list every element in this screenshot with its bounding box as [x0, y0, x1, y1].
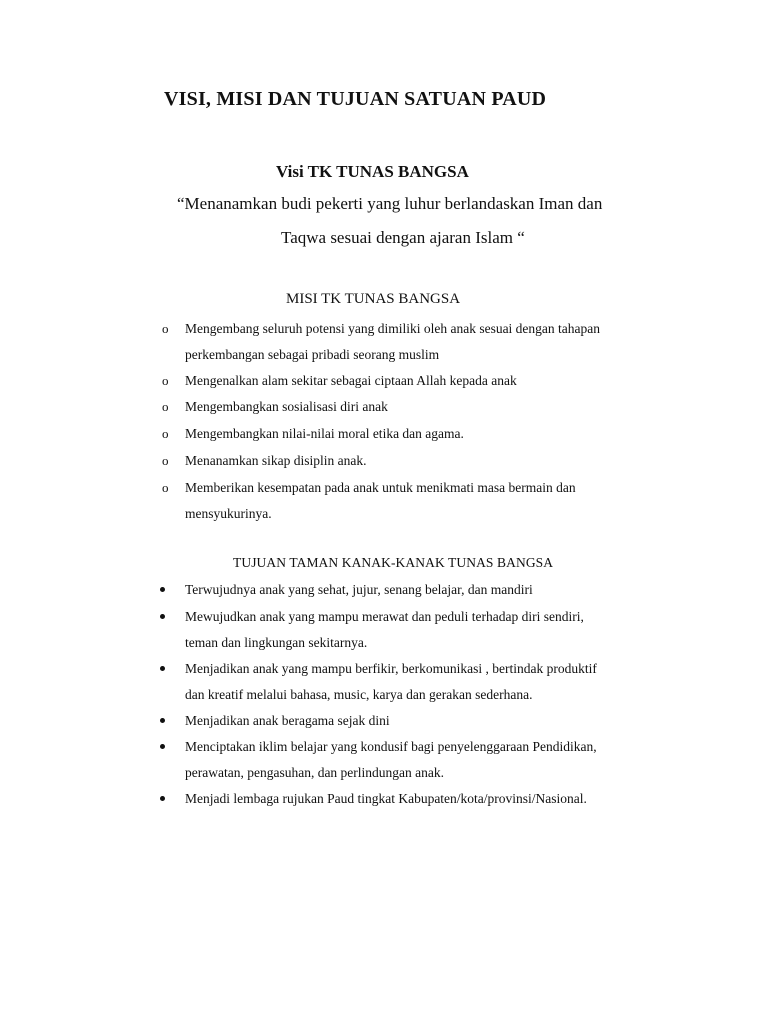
list-item-line: Memberikan kesempatan pada anak untuk menikmati masa bermain dan [185, 480, 576, 495]
list-item-line: Menciptakan iklim belajar yang kondusif bagi penyelenggaraan Pendidikan, [185, 739, 597, 754]
list-item-text [185, 734, 597, 786]
bullet-dot-icon [160, 587, 165, 592]
document-title: VISI, MISI DAN TUJUAN SATUAN PAUD [164, 88, 547, 110]
visi-heading: Visi TK TUNAS BANGSA [276, 162, 469, 181]
list-item-text [185, 368, 517, 394]
list-item-line: Menjadi lembaga rujukan Paud tingkat Kabupaten/kota/provinsi/Nasional. [185, 791, 587, 806]
list-item-text [185, 394, 388, 420]
circle-bullet-icon: o [162, 453, 169, 468]
bullet-dot-icon [160, 614, 165, 619]
list-item-text [185, 656, 597, 708]
list-item-line: Menjadikan anak yang mampu berfikir, berkomunikasi , bertindak produktif [185, 661, 597, 676]
list-item-line: dan kreatif melalui bahasa, music, karya dan gerakan sederhana. [185, 687, 533, 702]
visi-statement-line-1: “Menanamkan budi pekerti yang luhur berlandaskan Iman dan [177, 194, 603, 213]
circle-bullet-icon: o [162, 480, 169, 495]
list-item-text [185, 577, 533, 603]
list-item-line: Menjadikan anak beragama sejak dini [185, 713, 390, 728]
list-item-line: Mengenalkan alam sekitar sebagai ciptaan Allah kepada anak [185, 373, 517, 388]
circle-bullet-icon: o [162, 426, 169, 441]
tujuan-heading: TUJUAN TAMAN KANAK-KANAK TUNAS BANGSA [233, 555, 554, 570]
bullet-dot-icon [160, 796, 165, 801]
list-item-line: Mengembangkan sosialisasi diri anak [185, 399, 388, 414]
bullet-dot-icon [160, 718, 165, 723]
list-item-text [185, 604, 584, 656]
bullet-dot-icon [160, 666, 165, 671]
list-item-line: teman dan lingkungan sekitarnya. [185, 635, 368, 650]
misi-heading: MISI TK TUNAS BANGSA [286, 291, 461, 307]
list-item-line: Mengembang seluruh potensi yang dimiliki oleh anak sesuai dengan tahapan [185, 321, 601, 336]
circle-bullet-icon: o [162, 399, 169, 414]
visi-statement-line-2: Taqwa sesuai dengan ajaran Islam “ [281, 228, 525, 247]
list-item-line: Menanamkan sikap disiplin anak. [185, 453, 367, 468]
circle-bullet-icon: o [162, 373, 169, 388]
list-item-line: Terwujudnya anak yang sehat, jujur, senang belajar, dan mandiri [185, 582, 533, 597]
list-item-line: Mengembangkan nilai-nilai moral etika dan agama. [185, 426, 464, 441]
bullet-dot-icon [160, 744, 165, 749]
list-item-line: perawatan, pengasuhan, dan perlindungan anak. [185, 765, 445, 780]
list-item-text [185, 316, 600, 368]
list-item-line: mensyukurinya. [185, 506, 272, 521]
list-item-line: perkembangan sebagai pribadi seorang muslim [185, 347, 440, 362]
list-item-text [185, 786, 587, 812]
list-item-text [185, 475, 576, 527]
list-item-text [185, 421, 464, 447]
list-item-text [185, 448, 366, 474]
list-item-text [185, 708, 390, 734]
list-item-line: Mewujudkan anak yang mampu merawat dan peduli terhadap diri sendiri, [185, 609, 584, 624]
circle-bullet-icon: o [162, 321, 169, 336]
